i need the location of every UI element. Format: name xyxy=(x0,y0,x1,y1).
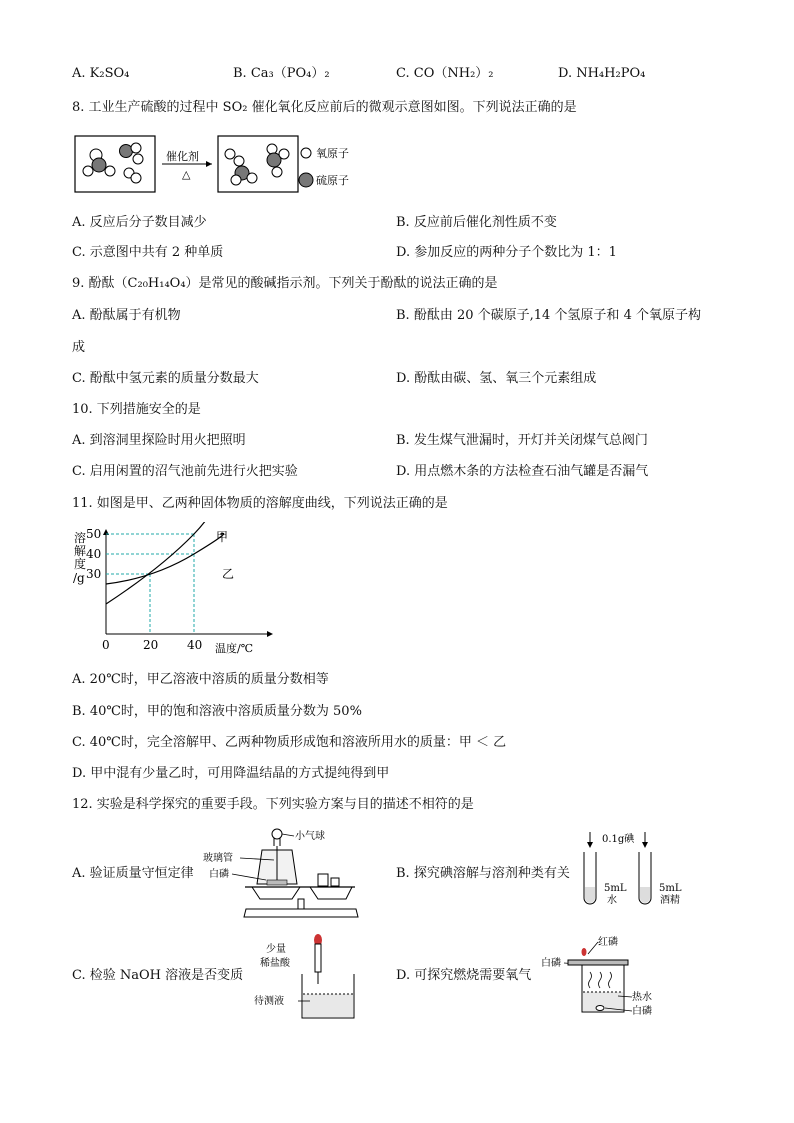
x-tick-label: 40 xyxy=(187,638,203,652)
fig-d-red-p: 红磷 xyxy=(598,937,618,948)
q12-option-b: B. 探究碘溶解与溶剂种类有关 xyxy=(396,866,570,881)
q8-option-a: A. 反应后分子数目减少 xyxy=(72,215,207,230)
q9-option-a: A. 酚酞属于有机物 xyxy=(72,308,181,323)
q8-option-d: D. 参加反应的两种分子个数比为 1：1 xyxy=(396,245,617,260)
q11-solubility-chart xyxy=(70,522,290,656)
q8-legend-sulfur: 硫原子 xyxy=(316,174,349,187)
fig-d-white-p-top: 白磷 xyxy=(541,958,561,969)
chart-xlabel: 温度/℃ xyxy=(215,642,254,655)
q8-option-b: B. 反应前后催化剂性质不变 xyxy=(396,215,557,230)
fig-d-hot-water: 热水 xyxy=(632,992,652,1003)
q7-option-a: A. K₂SO₄ xyxy=(72,66,130,81)
sulfur-atom-legend-icon xyxy=(299,173,313,187)
q7-option-b: B. Ca₃（PO₄）₂ xyxy=(233,66,330,81)
q11-option-a: A. 20℃时，甲乙溶液中溶质的质量分数相等 xyxy=(72,672,329,687)
y-tick-label: 40 xyxy=(86,547,102,561)
chart-ylabel-2: 解 xyxy=(74,544,87,558)
q11-option-b: B. 40℃时，甲的饱和溶液中溶质质量分数为 50% xyxy=(72,704,362,719)
y-tick-label: 30 xyxy=(86,567,102,581)
q8-stem: 8. 工业生产硫酸的过程中 SO₂ 催化氧化反应前后的微观示意图如图。下列说法正确的是 xyxy=(72,100,577,115)
chart-ylabel-3: 度 xyxy=(74,557,87,571)
oxygen-atom-legend-icon xyxy=(301,148,311,158)
q12-fig-a-balance xyxy=(200,824,380,922)
q11-option-d: D. 甲中混有少量乙时，可用降温结晶的方式提纯得到甲 xyxy=(72,766,390,781)
fig-c-dilute-hcl: 稀盐酸 xyxy=(260,958,290,969)
q8-arrow-label: 催化剂 xyxy=(166,150,199,163)
fig-b-alcohol-vol: 5mL xyxy=(659,883,682,894)
q9-option-c: C. 酚酞中氢元素的质量分数最大 xyxy=(72,371,259,386)
fig-c-small-amount: 少量 xyxy=(266,944,286,955)
chart-ylabel-4: /g xyxy=(73,571,85,585)
q8-arrow-sub: △ xyxy=(182,168,191,181)
x-tick-label: 20 xyxy=(143,638,159,652)
fig-b-water-vol: 5mL xyxy=(604,883,627,894)
fig-a-balloon-label: 小气球 xyxy=(295,831,325,842)
q7-option-d: D. NH₄H₂PO₄ xyxy=(558,66,646,81)
q12-fig-d-combustion xyxy=(540,932,680,1022)
q9-option-d: D. 酚酞由碳、氢、氧三个元素组成 xyxy=(396,371,597,386)
series-line-yi xyxy=(106,533,224,584)
q8-legend-oxygen: 氧原子 xyxy=(316,147,349,160)
q11-option-c: C. 40℃时，完全溶解甲、乙两种物质形成饱和溶液所用水的质量：甲 ＜ 乙 xyxy=(72,735,507,750)
q9-option-b-continued: 成 xyxy=(72,340,86,355)
q8-reaction-diagram xyxy=(74,134,374,196)
fig-b-alcohol-label: 酒精 xyxy=(660,895,680,906)
chart-label-jia: 甲 xyxy=(216,530,229,544)
q10-option-d: D. 用点燃木条的方法检查石油气罐是否漏气 xyxy=(396,464,649,479)
q7-option-c: C. CO（NH₂）₂ xyxy=(396,66,494,81)
fig-a-glass-tube-label: 玻璃管 xyxy=(203,853,233,864)
fig-b-water-label: 水 xyxy=(607,895,617,906)
fig-a-white-p-label: 白磷 xyxy=(209,869,229,880)
q11-stem: 11. 如图是甲、乙两种固体物质的溶解度曲线，下列说法正确的是 xyxy=(72,496,448,511)
q12-stem: 12. 实验是科学探究的重要手段。下列实验方案与目的描述不相符的是 xyxy=(72,797,474,812)
q10-stem: 10. 下列措施安全的是 xyxy=(72,402,201,417)
fig-c-test-liquid: 待测液 xyxy=(254,996,284,1007)
q12-option-d: D. 可探究燃烧需要氧气 xyxy=(396,968,532,983)
q12-fig-b-test-tubes xyxy=(580,832,700,912)
x-tick-label: 0 xyxy=(102,638,110,652)
q10-option-a: A. 到溶洞里探险时用火把照明 xyxy=(72,433,246,448)
q12-option-c: C. 检验 NaOH 溶液是否变质 xyxy=(72,968,244,983)
y-tick-label: 50 xyxy=(86,527,102,541)
q8-option-c: C. 示意图中共有 2 种单质 xyxy=(72,245,224,260)
q9-option-b: B. 酚酞由 20 个碳原子,14 个氢原子和 4 个氧原子构 xyxy=(396,308,701,323)
q10-option-b: B. 发生煤气泄漏时，开灯并关闭煤气总阀门 xyxy=(396,433,648,448)
q12-fig-c-beaker xyxy=(250,930,370,1022)
q12-option-a: A. 验证质量守恒定律 xyxy=(72,866,194,881)
chart-label-yi: 乙 xyxy=(222,567,235,581)
fig-d-white-p-bottom: 白磷 xyxy=(632,1006,652,1017)
q9-stem: 9. 酚酞（C₂₀H₁₄O₄）是常见的酸碱指示剂。下列关于酚酞的说法正确的是 xyxy=(72,276,498,291)
q10-option-c: C. 启用闲置的沼气池前先进行火把实验 xyxy=(72,464,298,479)
fig-b-iodine-label: 0.1g碘 xyxy=(602,834,635,845)
chart-ylabel-1: 溶 xyxy=(74,531,87,545)
